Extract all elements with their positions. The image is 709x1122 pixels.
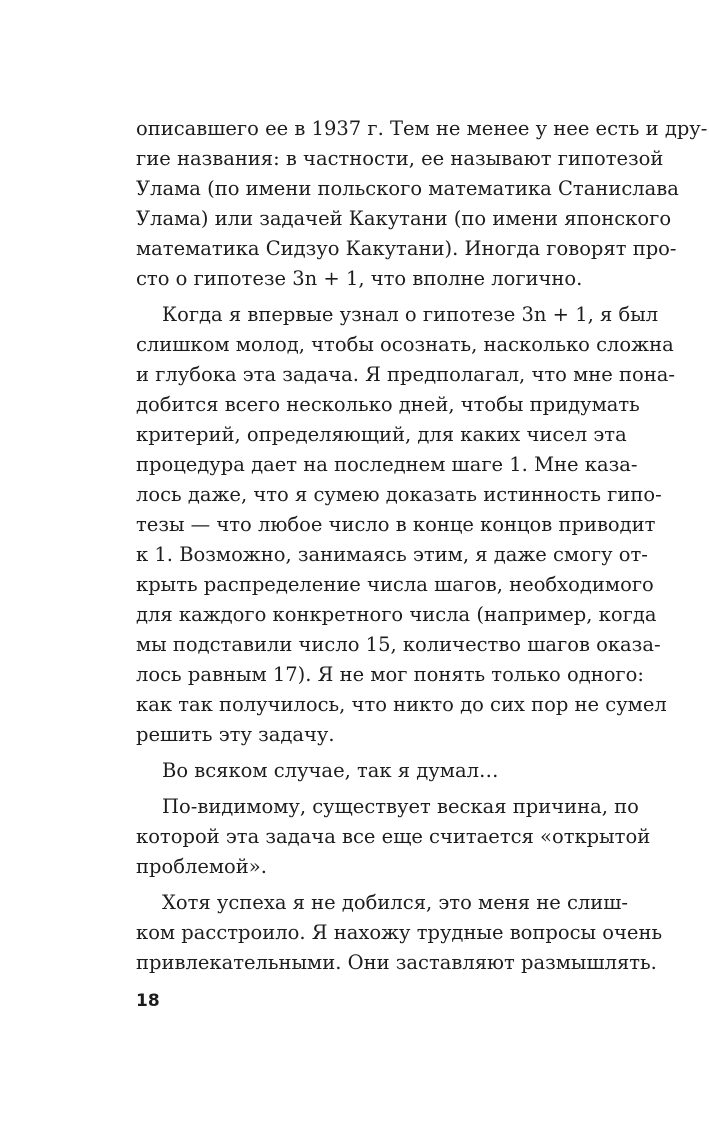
paragraph [136, 792, 651, 882]
text-line: критерий, определяющий, для каких чисел эта [136, 423, 627, 446]
page-number: 18 [136, 991, 160, 1011]
text-line: к 1. Возможно, занимаясь этим, я даже смогу от- [136, 543, 648, 566]
paragraph [136, 888, 663, 978]
text-line: решить эту задачу. [136, 723, 335, 746]
text-line: для каждого конкретного числа (например, когда [136, 603, 657, 626]
text-line: Улама (по имени польского математика Станислава [136, 177, 679, 200]
text-line: сто о гипотезе 3n + 1, что вполне логично. [136, 267, 583, 290]
text-line: и глубока эта задача. Я предполагал, что мне пона- [136, 363, 675, 386]
paragraph [136, 756, 614, 786]
text-line: которой эта задача все еще считается «открытой [136, 825, 651, 848]
paragraph [136, 300, 675, 750]
text-line: слишком молод, чтобы осознать, насколько сложна [136, 333, 674, 356]
text-line: как так получилось, что никто до сих пор не сумел [136, 693, 667, 716]
text-line: лось равным 17). Я не мог понять только одного: [136, 663, 644, 686]
body-text [136, 114, 708, 978]
text-line: тезы — что любое число в конце концов приводит [136, 513, 656, 536]
text-line: проблемой». [136, 855, 267, 878]
text-line: лось даже, что я сумею доказать истинность гипо- [136, 483, 662, 506]
text-line: Во всяком случае, так я думал… [162, 759, 499, 782]
text-line: Хотя успеха я не добился, это меня не слиш- [162, 891, 629, 914]
text-line: мы подставили число 15, количество шагов оказа- [136, 633, 661, 656]
text-line: Когда я впервые узнал о гипотезе 3n + 1, я был [162, 303, 659, 326]
paragraph [136, 114, 708, 294]
text-line: процедура дает на последнем шаге 1. Мне каза- [136, 453, 638, 476]
text-line: описавшего ее в 1937 г. Тем не менее у нее есть и дру- [136, 117, 708, 140]
text-line: Улама) или задачей Какутани (по имени японского [136, 207, 672, 230]
text-line: По-видимому, существует веская причина, по [162, 795, 639, 818]
text-line: гие названия: в частности, ее называют гипотезой [136, 147, 664, 170]
text-line: привлекательными. Они заставляют размышлять. [136, 951, 657, 974]
text-line: крыть распределение числа шагов, необходимого [136, 573, 654, 596]
text-line: добится всего несколько дней, чтобы придумать [136, 393, 640, 416]
text-line: математика Сидзуо Какутани). Иногда говорят про- [136, 237, 677, 260]
text-line: ком расстроило. Я нахожу трудные вопросы очень [136, 921, 663, 944]
